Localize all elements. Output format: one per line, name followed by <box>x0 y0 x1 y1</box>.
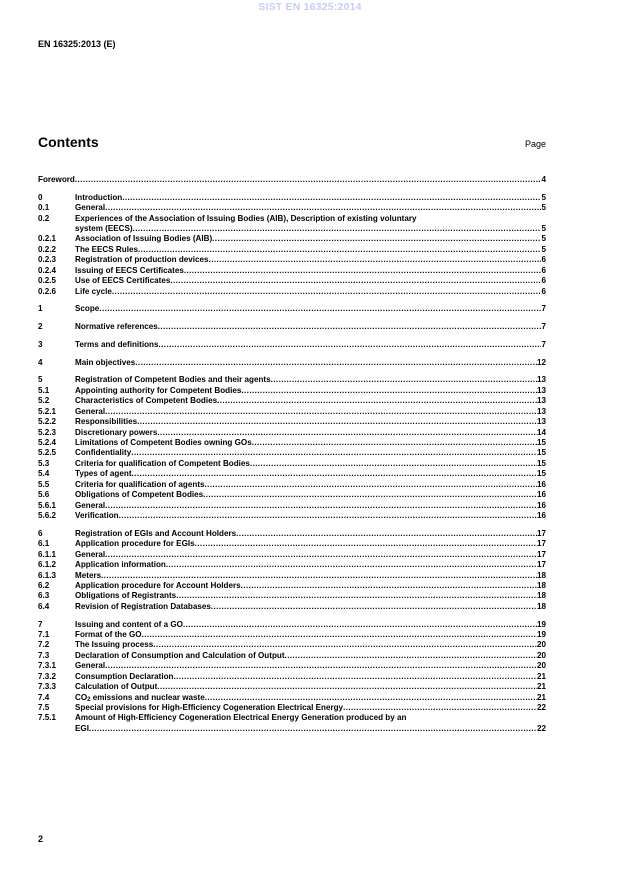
toc-entry-label: Use of EECS Certificates <box>75 276 171 286</box>
toc-entry-page: 18 <box>536 591 546 601</box>
toc-entry[interactable] <box>38 448 546 458</box>
watermark: SIST EN 16325:2014 <box>258 1 362 13</box>
toc-entry[interactable] <box>38 682 546 692</box>
toc-entry-page: 18 <box>536 570 546 580</box>
toc-entry-page: 13 <box>536 375 546 385</box>
toc-entry-number: 5.1 <box>38 385 50 395</box>
toc-entry-page: 21 <box>536 671 546 681</box>
toc-entry-number: 7.3.2 <box>38 671 57 681</box>
toc-entry-number: 0.2.2 <box>38 244 57 254</box>
toc-leader-dots <box>183 620 537 630</box>
toc-leader-dots <box>105 203 541 213</box>
toc-entry-label: Registration of Competent Bodies and their agents <box>75 375 271 385</box>
toc-entry-number: 1 <box>38 304 43 314</box>
toc-entry-label: Experiences of the Association of Issuing Bodies (AIB), Description of existing voluntary <box>75 213 417 223</box>
toc-entry-number: 6.1 <box>38 539 50 549</box>
toc-entry-number: 6 <box>38 528 43 538</box>
table-of-contents <box>38 175 546 734</box>
toc-entry-number: 5.6.1 <box>38 500 57 510</box>
toc-entry-label: General <box>75 406 106 416</box>
toc-entry-continuation[interactable] <box>38 724 546 734</box>
toc-entry-label: Responsibilities <box>75 417 138 427</box>
toc-leader-dots <box>343 703 537 713</box>
toc-entry-number: 6.1.3 <box>38 570 57 580</box>
toc-entry-page: 19 <box>536 629 546 639</box>
toc-entry-number: 6.1.1 <box>38 549 57 559</box>
toc-entry-page: 6 <box>541 276 546 286</box>
toc-entry-label: General <box>75 500 106 510</box>
toc-entry-page: 5 <box>541 192 546 202</box>
toc-entry-label: General <box>75 549 106 559</box>
toc-leader-dots <box>142 630 537 640</box>
toc-leader-dots <box>173 672 537 682</box>
toc-entry-label: Declaration of Consumption and Calculation of Output <box>75 650 285 660</box>
toc-entry[interactable] <box>38 358 546 368</box>
toc-entry-number: 7.1 <box>38 629 50 639</box>
toc-entry[interactable] <box>38 661 546 671</box>
toc-entry[interactable] <box>38 234 546 244</box>
toc-entry[interactable] <box>38 651 546 661</box>
contents-title: Contents <box>38 134 99 150</box>
toc-entry[interactable] <box>38 396 546 406</box>
toc-entry-label: Issuing and content of a GO <box>75 619 183 629</box>
toc-leader-dots <box>166 560 537 570</box>
toc-leader-dots <box>211 602 537 612</box>
toc-leader-dots <box>205 693 537 703</box>
toc-leader-dots <box>184 266 542 276</box>
toc-entry-page: 13 <box>536 417 546 427</box>
toc-entry-label: Application information <box>75 560 166 570</box>
toc-leader-dots <box>203 490 537 500</box>
toc-entry-number: 5.2.1 <box>38 406 57 416</box>
toc-entry-page: 18 <box>536 601 546 611</box>
toc-entry-label: The Issuing process <box>75 640 154 650</box>
toc-entry-number: 5.2 <box>38 396 50 406</box>
toc-entry-page: 7 <box>541 339 546 349</box>
toc-entry-page: 5 <box>541 234 546 244</box>
toc-leader-dots <box>119 511 537 521</box>
toc-entry-page: 6 <box>541 255 546 265</box>
toc-entry-page: 17 <box>536 528 546 538</box>
toc-entry-label: Life cycle <box>75 286 112 296</box>
toc-leader-dots <box>212 234 541 244</box>
toc-entry-page: 21 <box>536 682 546 692</box>
toc-entry[interactable] <box>38 386 546 396</box>
toc-entry[interactable] <box>38 480 546 490</box>
toc-leader-dots <box>131 448 537 458</box>
toc-entry[interactable] <box>38 304 546 314</box>
toc-entry[interactable] <box>38 266 546 276</box>
toc-entry-page: 19 <box>536 619 546 629</box>
toc-leader-dots <box>135 358 537 368</box>
toc-entry-label: Characteristics of Competent Bodies <box>75 396 218 406</box>
toc-entry[interactable] <box>38 438 546 448</box>
toc-entry[interactable] <box>38 591 546 601</box>
toc-entry[interactable] <box>38 620 546 630</box>
toc-entry[interactable] <box>38 714 546 724</box>
toc-entry-number: 6.4 <box>38 601 50 611</box>
toc-entry-number: 7.2 <box>38 640 50 650</box>
toc-leader-dots <box>112 287 542 297</box>
toc-entry-number: 0.2.5 <box>38 276 57 286</box>
toc-entry-number: 5.4 <box>38 469 50 479</box>
toc-leader-dots <box>75 175 542 185</box>
toc-entry-label: Appointing authority for Competent Bodies <box>75 385 242 395</box>
toc-entry-number: 0.2 <box>38 213 50 223</box>
toc-entry-page: 14 <box>536 427 546 437</box>
toc-entry-page: 20 <box>536 650 546 660</box>
toc-entry-number: 2 <box>38 322 43 332</box>
toc-entry-number: 0.1 <box>38 203 50 213</box>
toc-leader-dots <box>101 571 537 581</box>
toc-leader-dots <box>157 682 537 692</box>
toc-leader-dots <box>105 501 537 511</box>
toc-entry[interactable] <box>38 469 546 479</box>
toc-entry[interactable] <box>38 581 546 591</box>
toc-entry-number: 6.1.2 <box>38 560 57 570</box>
toc-leader-dots <box>205 480 537 490</box>
toc-entry-page: 5 <box>541 203 546 213</box>
toc-entry-label: Types of agent <box>75 469 132 479</box>
toc-entry-page: 16 <box>536 511 546 521</box>
toc-leader-dots <box>236 529 537 539</box>
toc-entry-page: 18 <box>536 580 546 590</box>
toc-entry-page: 13 <box>536 406 546 416</box>
toc-entry-page: 12 <box>536 357 546 367</box>
toc-entry-label: Limitations of Competent Bodies owning GOs <box>75 437 252 447</box>
toc-entry-page: 17 <box>536 549 546 559</box>
toc-leader-dots <box>252 438 537 448</box>
toc-entry-label: Confidentiality <box>75 448 132 458</box>
toc-entry[interactable] <box>38 417 546 427</box>
toc-entry-page: 16 <box>536 479 546 489</box>
toc-entry-label: Verification <box>75 511 119 521</box>
toc-leader-dots <box>105 661 537 671</box>
toc-entry-page: 7 <box>541 322 546 332</box>
toc-entry-continuation[interactable] <box>38 224 546 234</box>
toc-entry[interactable] <box>38 287 546 297</box>
toc-entry-number: 6.2 <box>38 580 50 590</box>
toc-entry-page: 20 <box>536 640 546 650</box>
toc-entry-label: Special provisions for High-Efficiency Cogeneration Electrical Energy <box>75 703 344 713</box>
toc-entry-page: 5 <box>541 224 546 234</box>
toc-entry-number: 3 <box>38 339 43 349</box>
toc-entry[interactable] <box>38 322 546 332</box>
toc-entry-label: Calculation of Output <box>75 682 158 692</box>
toc-entry-label: Application procedure for EGIs <box>75 539 195 549</box>
toc-entry-label: Terms and definitions <box>75 339 159 349</box>
toc-entry-page: 7 <box>541 304 546 314</box>
toc-entry[interactable] <box>38 340 546 350</box>
toc-leader-dots <box>209 255 542 265</box>
toc-entry-label: The EECS Rules <box>75 244 138 254</box>
toc-entry[interactable] <box>38 630 546 640</box>
toc-entry[interactable] <box>38 529 546 539</box>
toc-entry-label: General <box>75 661 106 671</box>
toc-entry[interactable] <box>38 550 546 560</box>
toc-entry-label: Issuing of EECS Certificates <box>75 265 184 275</box>
toc-entry-number: 5.2.5 <box>38 448 57 458</box>
toc-entry-number: 6.3 <box>38 591 50 601</box>
toc-entry-number: 7.4 <box>38 692 50 702</box>
toc-entry-label: Obligations of Competent Bodies <box>75 490 204 500</box>
toc-entry-page: 17 <box>536 539 546 549</box>
toc-entry-label: Meters <box>75 570 102 580</box>
toc-entry-label: Introduction <box>75 192 123 202</box>
toc-entry-label-continued: system (EECS) <box>75 224 133 234</box>
document-id: EN 16325:2013 (E) <box>38 39 116 49</box>
toc-entry-number: 5 <box>38 375 43 385</box>
toc-entry-label: General <box>75 203 106 213</box>
toc-leader-dots <box>241 581 537 591</box>
toc-entry-page: 6 <box>541 286 546 296</box>
toc-entry-label-continued: EGI <box>75 723 89 733</box>
toc-entry[interactable] <box>38 640 546 650</box>
toc-entry-page: 5 <box>541 244 546 254</box>
toc-entry-page: 20 <box>536 661 546 671</box>
toc-entry-page: 15 <box>536 448 546 458</box>
toc-leader-dots <box>217 396 537 406</box>
toc-entry-page: 22 <box>536 703 546 713</box>
toc-entry-label: Obligations of Registrants <box>75 591 177 601</box>
toc-entry[interactable] <box>38 214 546 224</box>
toc-entry-number: 0 <box>38 192 43 202</box>
toc-entry-page: 13 <box>536 396 546 406</box>
toc-leader-dots <box>285 651 537 661</box>
toc-entry[interactable] <box>38 511 546 521</box>
toc-entry-number: 7 <box>38 619 43 629</box>
toc-leader-dots <box>99 304 541 314</box>
toc-leader-dots <box>153 640 537 650</box>
toc-entry-page: 13 <box>536 385 546 395</box>
toc-leader-dots <box>158 322 542 332</box>
toc-entry-number: 5.2.2 <box>38 417 57 427</box>
toc-leader-dots <box>105 407 537 417</box>
toc-entry-page: 17 <box>536 560 546 570</box>
page-number: 2 <box>38 834 44 844</box>
toc-entry[interactable] <box>38 501 546 511</box>
toc-leader-dots <box>170 276 541 286</box>
toc-entry-number: 5.2.3 <box>38 427 57 437</box>
toc-entry-page: 4 <box>541 174 546 184</box>
toc-entry-number: 0.2.1 <box>38 234 57 244</box>
toc-entry[interactable] <box>38 703 546 713</box>
toc-entry[interactable] <box>38 175 546 185</box>
toc-entry-page: 15 <box>536 437 546 447</box>
toc-entry-page: 16 <box>536 500 546 510</box>
toc-entry-label: Revision of Registration Databases <box>75 601 211 611</box>
toc-entry-number: 0.2.4 <box>38 265 57 275</box>
toc-entry[interactable] <box>38 375 546 385</box>
toc-entry-page: 16 <box>536 490 546 500</box>
toc-entry-number: 7.3 <box>38 650 50 660</box>
toc-leader-dots <box>138 245 542 255</box>
toc-entry[interactable] <box>38 245 546 255</box>
toc-entry-number: 7.5 <box>38 703 50 713</box>
toc-entry[interactable] <box>38 602 546 612</box>
toc-entry-page: 22 <box>536 723 546 733</box>
toc-leader-dots <box>137 417 537 427</box>
toc-entry[interactable] <box>38 276 546 286</box>
toc-entry-number: 7.3.1 <box>38 661 57 671</box>
toc-leader-dots <box>195 539 537 549</box>
toc-entry-label: Association of Issuing Bodies (AIB) <box>75 234 213 244</box>
toc-leader-dots <box>157 428 537 438</box>
toc-entry[interactable] <box>38 693 546 703</box>
toc-entry[interactable] <box>38 203 546 213</box>
toc-entry-label: Normative references <box>75 322 158 332</box>
toc-entry[interactable] <box>38 428 546 438</box>
toc-entry[interactable] <box>38 560 546 570</box>
toc-entry[interactable] <box>38 193 546 203</box>
page-column-heading: Page <box>524 139 546 149</box>
toc-entry-number: 7.5.1 <box>38 713 57 723</box>
toc-leader-dots <box>241 386 537 396</box>
toc-leader-dots <box>132 469 537 479</box>
toc-entry-label: Discretionary powers <box>75 427 158 437</box>
toc-entry-number: 0.2.3 <box>38 255 57 265</box>
toc-entry-page: 6 <box>541 265 546 275</box>
toc-leader-dots <box>122 193 541 203</box>
toc-leader-dots <box>89 724 537 734</box>
toc-entry-number: 0.2.6 <box>38 286 57 296</box>
toc-entry-number: 5.5 <box>38 479 50 489</box>
toc-entry-label: Application procedure for Account Holders <box>75 580 241 590</box>
toc-entry-label: Registration of EGIs and Account Holders <box>75 528 237 538</box>
toc-entry[interactable] <box>38 490 546 500</box>
toc-leader-dots <box>176 591 537 601</box>
toc-leader-dots <box>271 375 537 385</box>
toc-leader-dots <box>159 340 542 350</box>
toc-entry-label: Criteria for qualification of Competent Bodies <box>75 458 250 468</box>
toc-entry-label: Foreword <box>38 174 75 184</box>
toc-entry[interactable] <box>38 459 546 469</box>
toc-entry-label: Consumption Declaration <box>75 671 174 681</box>
toc-entry-number: 5.2.4 <box>38 437 57 447</box>
toc-entry-page: 15 <box>536 469 546 479</box>
toc-entry-label: Registration of production devices <box>75 255 209 265</box>
toc-entry-number: 5.6 <box>38 490 50 500</box>
toc-entry-label: Main objectives <box>75 357 136 367</box>
toc-leader-dots <box>133 224 542 234</box>
toc-leader-dots <box>250 459 537 469</box>
toc-entry-label: Format of the GO <box>75 629 142 639</box>
toc-entry-label: Amount of High-Efficiency Cogeneration Electrical Energy Generation produced by an <box>75 713 407 723</box>
toc-entry-label: $CO_2$ emissions and nuclear waste <box>75 692 205 703</box>
toc-entry[interactable] <box>38 571 546 581</box>
toc-entry-number: 7.3.3 <box>38 682 57 692</box>
toc-entry-number: 5.6.2 <box>38 511 57 521</box>
toc-leader-dots <box>105 550 537 560</box>
toc-entry[interactable] <box>38 407 546 417</box>
toc-entry[interactable] <box>38 255 546 265</box>
toc-entry-number: 4 <box>38 357 43 367</box>
toc-entry[interactable] <box>38 672 546 682</box>
toc-entry-page: 21 <box>536 692 546 702</box>
toc-entry-page: 15 <box>536 458 546 468</box>
toc-entry[interactable] <box>38 539 546 549</box>
toc-entry-label: Scope <box>75 304 100 314</box>
toc-entry-number: 5.3 <box>38 458 50 468</box>
toc-entry-label: Criteria for qualification of agents <box>75 479 205 489</box>
